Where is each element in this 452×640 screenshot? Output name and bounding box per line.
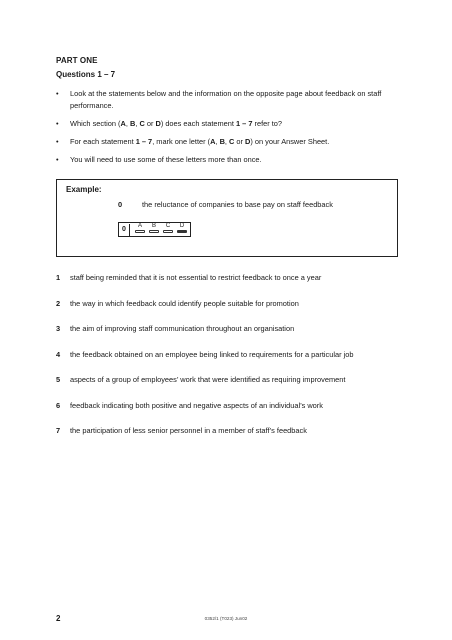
answer-divider <box>129 224 130 236</box>
example-number: 0 <box>118 200 123 209</box>
statement-number: 7 <box>56 426 61 435</box>
instruction-text: Look at the statements below and the information on the opposite page about feedback on staff performance. <box>70 89 382 110</box>
lozenge-icon <box>135 230 145 233</box>
answer-option-a <box>134 223 146 233</box>
statement-item <box>56 350 416 376</box>
bullet-icon: • <box>56 155 59 164</box>
statement-item <box>56 426 416 452</box>
option-letter: B <box>151 223 156 229</box>
statement-text: feedback indicating both positive and negative aspects of an individual’s work <box>70 400 323 410</box>
example-box <box>56 179 398 257</box>
bullet-icon: • <box>56 137 59 146</box>
part-heading: PART ONE <box>56 56 98 65</box>
answer-option-b <box>148 223 160 233</box>
statement-item <box>56 273 416 299</box>
statement-text: the way in which feedback could identify people suitable for promotion <box>70 298 299 308</box>
lozenge-icon <box>149 230 159 233</box>
questions-heading: Questions 1 – 7 <box>56 70 116 79</box>
example-answer-grid <box>118 222 191 237</box>
answer-option-d <box>176 223 188 233</box>
statement-number: 6 <box>56 400 61 410</box>
option-letter: C <box>165 223 171 229</box>
statement-item <box>56 375 416 401</box>
instruction-text: For each statement 1 – 7, mark one letter (A, B, C or D) on your Answer Sheet. <box>70 137 330 146</box>
statement-text: the aim of improving staff communication throughout an organisation <box>70 324 295 333</box>
lozenge-filled-icon <box>177 230 187 233</box>
statement-text: aspects of a group of employees’ work that were identified as requiring improvement <box>70 375 346 384</box>
statement-number: 3 <box>56 324 61 333</box>
example-text: the reluctance of companies to base pay on staff feedback <box>142 200 333 209</box>
statement-number: 1 <box>56 273 61 282</box>
answer-option-c <box>162 223 174 233</box>
statement-text: staff being reminded that it is not essential to restrict feedback to once a year <box>70 273 322 282</box>
example-label: Example: <box>66 185 102 194</box>
page-number: 2 <box>56 614 61 623</box>
instruction-item <box>56 136 406 148</box>
option-letter: A <box>137 223 142 229</box>
option-letter: D <box>179 223 185 229</box>
statement-number: 5 <box>56 375 61 384</box>
instruction-item <box>56 154 406 166</box>
paper-code: 0352/1 (T023) Jun02 <box>204 616 248 621</box>
bullet-icon: • <box>56 89 59 98</box>
statement-text: the participation of less senior personnel in a member of staff’s feedback <box>70 426 307 435</box>
lozenge-icon <box>163 230 173 233</box>
instruction-text: Which section (A, B, C or D) does each statement 1 – 7 refer to? <box>70 119 283 128</box>
statement-item <box>56 299 416 325</box>
instruction-item <box>56 118 406 130</box>
instruction-item <box>56 88 406 112</box>
statement-number: 2 <box>56 298 61 308</box>
bullet-icon: • <box>56 119 59 128</box>
instructions-list <box>56 88 406 172</box>
statement-item <box>56 324 416 350</box>
answer-number: 0 <box>122 226 126 233</box>
statement-text: the feedback obtained on an employee being linked to requirements for a particular job <box>70 349 354 359</box>
statement-item <box>56 401 416 427</box>
instruction-text: You will need to use some of these letters more than once. <box>70 155 262 164</box>
statements-list <box>56 273 416 452</box>
statement-number: 4 <box>56 349 61 359</box>
